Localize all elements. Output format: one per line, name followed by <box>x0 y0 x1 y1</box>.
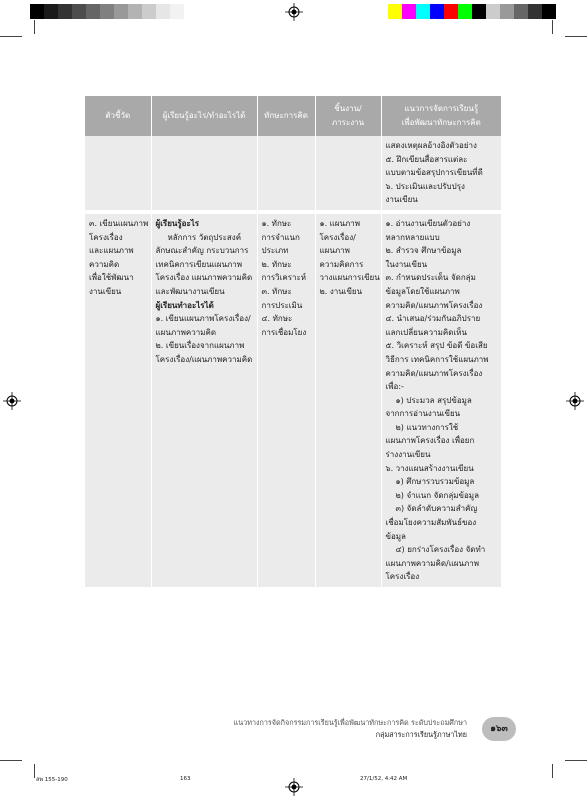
page-footer <box>234 717 467 741</box>
header-thinking-skills: ทักษะการคิด <box>257 96 315 136</box>
learn-line: ลักษณะสำคัญ กระบวนการ <box>155 246 249 256</box>
registration-mark-top-icon <box>285 3 303 21</box>
approach-line: ข้อมูลโดยใช้แผนภาพ <box>385 286 460 296</box>
approach-line: เพื่อ:- <box>385 382 404 392</box>
crop-mark <box>0 760 22 761</box>
cell-work-pieces <box>315 214 381 587</box>
header-what-learners-learn: ผู้เรียนรู้อะไร/ทำอะไรได้ <box>151 96 257 136</box>
cell-thinking-skills <box>257 136 315 210</box>
color-swatch <box>458 4 472 19</box>
approach-line: แผนภาพความคิด/แผนภาพ <box>385 558 480 568</box>
approach-line: ๖. ประเมินและปรับปรุง <box>385 181 465 191</box>
cell-indicator <box>85 136 151 210</box>
page-number-badge: ๑๖๓ <box>482 717 516 741</box>
color-swatch <box>402 4 416 19</box>
indicator-line: และแผนภาพ <box>89 246 134 256</box>
skill-line: ๑. ทักษะ <box>261 218 292 228</box>
approach-line: เชื่อมโยงความสัมพันธ์ของ <box>385 518 477 528</box>
gray-swatch <box>184 4 198 19</box>
approach-line: แลกเปลี่ยนความคิดเห็น <box>385 327 467 337</box>
approach-line: ๖. วางแผนสร้างงานเขียน <box>385 463 474 473</box>
gray-swatch <box>58 4 72 19</box>
indicator-line: ๓. เขียนแผนภาพ <box>89 218 149 228</box>
footer-subject-group: กลุ่มสาระการเรียนรู้ภาษาไทย <box>375 730 467 739</box>
can-do-line: ๒. เขียนเรื่องจากแผนภาพ <box>155 341 245 351</box>
indicator-line: งานเขียน <box>89 286 122 296</box>
indicator-line: โครงเรื่อง <box>89 232 123 242</box>
indicator-line: เพื่อใช้พัฒนา <box>89 273 134 283</box>
color-swatch <box>542 4 556 19</box>
approach-line: ๑) ศึกษารวบรวมข้อมูล <box>395 477 475 487</box>
color-swatch <box>444 4 458 19</box>
color-swatch <box>528 4 542 19</box>
approach-line: โครงเรื่อง <box>385 572 420 582</box>
color-swatch <box>514 4 528 19</box>
crop-mark <box>565 760 587 761</box>
gray-swatch <box>100 4 114 19</box>
crop-mark <box>552 764 553 778</box>
crop-mark <box>0 36 22 37</box>
learn-line: โครงเรื่อง แผนภาพความคิด <box>155 273 253 283</box>
approach-line: ๔. นำเสนอ/ร่วมกันอภิปราย <box>385 314 481 324</box>
approach-line: ความคิด/แผนภาพโครงเรื่อง <box>385 300 483 310</box>
header-work-pieces <box>315 96 381 136</box>
cell-what-learners-learn <box>151 214 257 587</box>
skill-line: การวิเคราะห์ <box>261 273 307 283</box>
color-swatch <box>486 4 500 19</box>
cell-learning-approach <box>381 214 501 587</box>
color-swatch <box>500 4 514 19</box>
approach-line: แบบตามข้อสรุปการเขียนที่ดี <box>385 168 483 178</box>
cmyk-color-bar <box>388 4 556 19</box>
color-swatch <box>472 4 486 19</box>
learning-plan-table <box>85 96 501 587</box>
cell-indicator <box>85 214 151 587</box>
gray-swatch <box>114 4 128 19</box>
approach-line: ๒. สำรวจ ศึกษาข้อมูล <box>385 246 462 256</box>
color-swatch <box>430 4 444 19</box>
registration-mark-right-icon <box>566 392 584 410</box>
can-do-line: โครงเรื่อง/แผนภาพความคิด <box>155 354 253 364</box>
indicator-line: ความคิด <box>89 259 120 269</box>
approach-line: ๓. กำหนดประเด็น จัดกลุ่ม <box>385 273 476 283</box>
gray-swatch <box>156 4 170 19</box>
header-line: ชิ้นงาน/ <box>334 104 362 113</box>
subheading-what-learn: ผู้เรียนรู้อะไร <box>155 218 200 228</box>
crop-mark <box>34 20 35 34</box>
work-line: ความคิดการ <box>319 259 364 269</box>
crop-mark <box>565 36 587 37</box>
skill-line: การประเมิน <box>261 300 303 310</box>
table-row <box>85 214 501 587</box>
approach-line: หลากหลายแบบ <box>385 232 440 242</box>
cell-what-learners-learn <box>151 136 257 210</box>
crop-mark <box>552 20 553 34</box>
approach-line: ๔) ยกร่างโครงเรื่อง จัดทำ <box>395 545 486 555</box>
can-do-line: แผนภาพความคิด <box>155 327 217 337</box>
approach-line: จากการอ่านงานเขียน <box>385 409 461 419</box>
approach-line: ข้อมูล <box>385 531 406 541</box>
skill-line: ประเภท <box>261 246 289 256</box>
header-learning-approach <box>381 96 501 136</box>
approach-line: ๓) จัดลำดับความสำคัญ <box>395 504 478 514</box>
gray-swatch <box>86 4 100 19</box>
cell-work-pieces <box>315 136 381 210</box>
skill-line: ๓. ทักษะ <box>261 286 292 296</box>
approach-line: ความคิด/แผนภาพโครงเรื่อง <box>385 368 483 378</box>
skill-line: การเชื่อมโยง <box>261 327 307 337</box>
gray-swatch <box>44 4 58 19</box>
work-line: วางแผนการเขียน <box>319 273 380 283</box>
can-do-line: ๑. เขียนแผนภาพโครงเรื่อง/ <box>155 314 251 324</box>
approach-line: ๕. วิเคราะห์ สรุป ข้อดี ข้อเสีย <box>385 341 488 351</box>
work-line: ๒. งานเขียน <box>319 286 363 296</box>
work-line: ๑. แผนภาพ <box>319 218 361 228</box>
approach-line: ๒) แนวทางการใช้ <box>395 422 459 432</box>
skill-line: ๔. ทักษะ <box>261 314 293 324</box>
table-header-row <box>85 96 501 136</box>
approach-line: ๒) จำแนก จัดกลุ่มข้อมูล <box>395 490 479 500</box>
work-line: แผนภาพ <box>319 246 350 256</box>
grayscale-color-bar <box>30 4 198 19</box>
skill-line: การจำแนก <box>261 232 300 242</box>
approach-line: ๑) ประมวล สรุปข้อมูล <box>395 395 472 405</box>
work-line: โครงเรื่อง/ <box>319 232 356 242</box>
learn-line: หลักการ วัตถุประสงค์ <box>167 232 242 242</box>
approach-line: แผนภาพโครงเรื่อง เพื่อยก <box>385 436 475 446</box>
registration-mark-bottom-icon <box>285 778 303 796</box>
cell-learning-approach <box>381 136 501 210</box>
gray-swatch <box>170 4 184 19</box>
slug-timestamp: 27/1/52, 4:42 AM <box>360 776 408 782</box>
crop-mark <box>34 764 35 778</box>
registration-mark-left-icon <box>3 392 21 410</box>
footer-book-title: แนวทางการจัดกิจกรรมการเรียนรู้เพื่อพัฒนาทักษะการคิด ระดับประถมศึกษา <box>233 718 467 727</box>
header-line: เพื่อพัฒนาทักษะการคิด <box>401 118 481 127</box>
color-swatch <box>388 4 402 19</box>
gray-swatch <box>72 4 86 19</box>
color-swatch <box>416 4 430 19</box>
header-line: แนวการจัดการเรียนรู้ <box>404 104 479 113</box>
approach-line: ในงานเขียน <box>385 259 428 269</box>
skill-line: ๒. ทักษะ <box>261 259 292 269</box>
approach-line: วิธีการ เทคนิคการใช้แผนภาพ <box>385 354 489 364</box>
table-row <box>85 136 501 210</box>
header-line: ภาระงาน <box>331 118 365 127</box>
subheading-what-can-do: ผู้เรียนทำอะไรได้ <box>155 300 214 310</box>
approach-line: แสดงเหตุผลอ้างอิงตัวอย่าง <box>385 141 477 150</box>
header-indicator: ตัวชี้วัด <box>85 96 151 136</box>
approach-line: ๕. ฝึกเขียนสื่อสารแต่ละ <box>385 154 468 164</box>
gray-swatch <box>142 4 156 19</box>
slug-file-name: ลพ 155-190 <box>36 777 68 783</box>
approach-line: งานเขียน <box>385 195 418 205</box>
learn-line: เทคนิคการเขียนแผนภาพ <box>155 259 243 269</box>
gray-swatch <box>30 4 44 19</box>
approach-line: ร่างงานเขียน <box>385 450 431 460</box>
cell-thinking-skills <box>257 214 315 587</box>
approach-line: ๑. อ่านงานเขียนตัวอย่าง <box>385 218 471 228</box>
gray-swatch <box>128 4 142 19</box>
learn-line: และพัฒนางานเขียน <box>155 286 225 296</box>
slug-page: 163 <box>180 776 191 782</box>
